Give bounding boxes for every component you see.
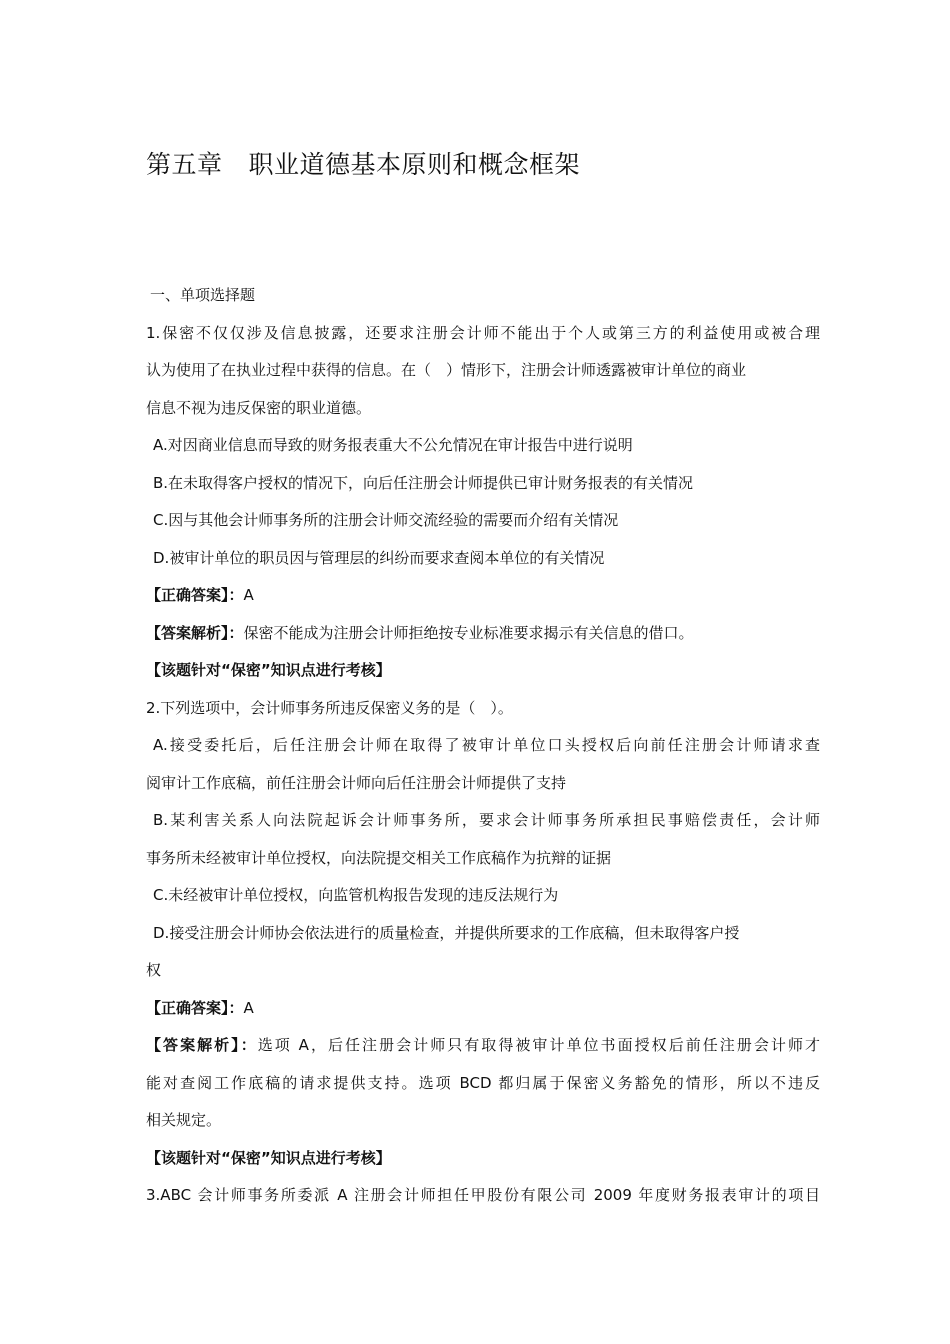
question-1-option-a: A.对因商业信息而导致的财务报表重大不公允情况在审计报告中进行说明: [153, 436, 633, 454]
question-2-option-d-line: 权: [146, 961, 162, 979]
question-1-knowledge-point: 【该题针对“保密”知识点进行考核】: [146, 661, 391, 679]
question-1-option-c: C.因与其他会计师事务所的注册会计师交流经验的需要而介绍有关情况: [153, 511, 619, 529]
section-heading: 一、单项选择题: [150, 286, 256, 304]
answer-value: A: [243, 586, 254, 604]
question-1-stem-line: 认为使用了在执业过程中获得的信息。在（ ）情形下，注册会计师透露被审计单位的商业: [146, 361, 747, 379]
analysis-label: 【答案解析】：: [146, 1036, 258, 1054]
question-1-answer: [146, 577, 820, 615]
question-1-stem-line: 1.保密不仅仅涉及信息披露，还要求注册会计师不能出于个人或第三方的利益使用或被合理: [146, 323, 820, 342]
analysis-text: 选项 A，后任注册会计师只有取得被审计单位书面授权后前任注册会计师才: [257, 1036, 820, 1054]
question-2-option-b-line: B.某利害关系人向法院起诉会计师事务所，要求会计师事务所承担民事赔偿责任，会计师: [153, 811, 820, 829]
document-body: [146, 277, 820, 1215]
question-2-option-a-line: 阅审计工作底稿，前任注册会计师向后任注册会计师提供了支持: [146, 773, 567, 792]
question-2-stem-line: 2.下列选项中，会计师事务所违反保密义务的是（ ）。: [146, 698, 513, 717]
question-3-stem-line: 3.ABC 会计师事务所委派 A 注册会计师担任甲股份有限公司 2009 年度财务报表审计的项目: [146, 1186, 820, 1204]
question-2-option-a-line: A.接受委托后，后任注册会计师在取得了被审计单位口头授权后向前任注册会计师请求查: [153, 736, 820, 754]
question-2-option-d-line: D.接受注册会计师协会依法进行的质量检查，并提供所要求的工作底稿，但未取得客户授: [153, 923, 740, 942]
question-1-option-d: D.被审计单位的职员因与管理层的纠纷而要求查阅本单位的有关情况: [153, 548, 605, 567]
chapter-title: [146, 146, 580, 184]
answer-label: 【正确答案】：: [146, 586, 244, 604]
question-2-analysis: [146, 1027, 820, 1065]
question-2-analysis-line: 相关规定。: [146, 1111, 222, 1129]
answer-label: 【正确答案】：: [146, 998, 244, 1017]
question-2-knowledge-point: 【该题针对“保密”知识点进行考核】: [146, 1148, 391, 1167]
question-1-analysis: [146, 615, 820, 653]
chapter-number: 第五章: [146, 150, 223, 179]
analysis-label: 【答案解析】：: [146, 623, 244, 642]
question-1-stem-line: 信息不视为违反保密的职业道德。: [146, 398, 372, 417]
chapter-name: 职业道德基本原则和概念框架: [248, 150, 581, 179]
question-2-option-b-line: 事务所未经被审计单位授权，向法院提交相关工作底稿作为抗辩的证据: [146, 848, 612, 867]
question-2-answer: [146, 990, 820, 1028]
question-2-option-c-line: C.未经被审计单位授权，向监管机构报告发现的违反法规行为: [153, 886, 559, 904]
question-1-option-b: B.在未取得客户授权的情况下，向后任注册会计师提供已审计财务报表的有关情况: [153, 473, 694, 492]
analysis-text: 保密不能成为注册会计师拒绝按专业标准要求揭示有关信息的借口。: [243, 623, 694, 642]
question-2-analysis-line: 能对查阅工作底稿的请求提供支持。选项 BCD 都归属于保密义务豁免的情形，所以不违反: [146, 1073, 820, 1092]
answer-value: A: [243, 998, 254, 1017]
